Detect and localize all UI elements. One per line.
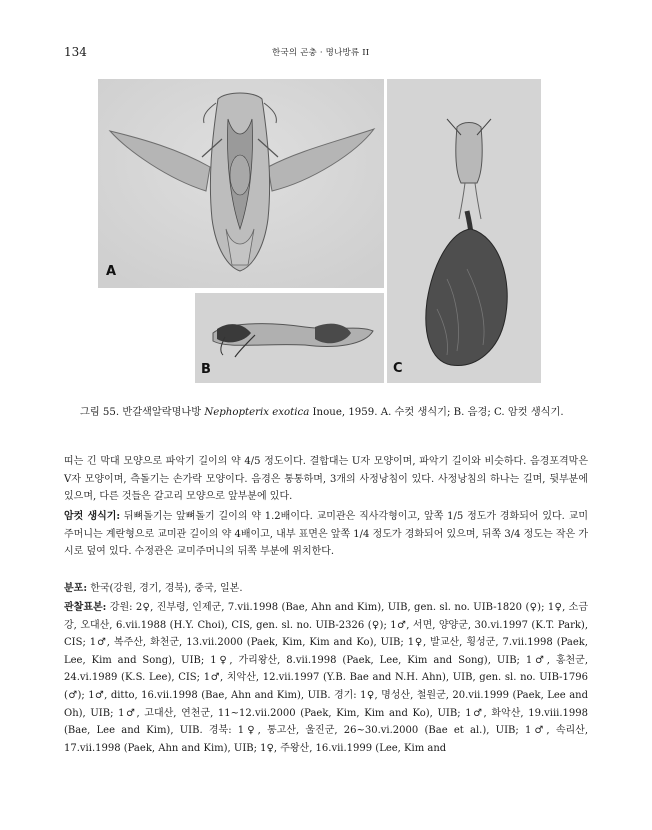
panel-label-c: C [393,361,403,376]
caption-prefix: 그림 55. 반갈색알락명나방 [80,407,205,418]
caption-species-name: Nephopterix exotica [204,407,310,418]
caption-suffix: Inoue, 1959. A. 수컷 생식기; B. 음경; C. 암컷 생식기. [309,407,564,418]
figure-caption [80,403,600,418]
female-genitalia-text: 뒤뼈돌기는 앞뼈돌기 길이의 약 1.2배이다. 교미관은 직사각형이고, 앞쪽 1/5 정도가 경화되어 있다. 교미주머니는 계란형으로 교미관 길이의 약 4배이고, 내부 표면은 앞쪽 1/4 정도가 경화되어 있으며, 뒤쪽 3/4 정도는 작은 가시로 덮여 있다. 수정관은 교미주머니의 뒤쪽 부분에 위치한다. [64,511,588,558]
running-title: 한국의 곤충 · 명나방류 II [272,48,370,58]
paragraph-female-genitalia [64,508,588,561]
aedeagus-image [195,293,384,383]
material-examined-text: 강원: 2♀, 진부령, 인제군, 7.vii.1998 (Bae, Ahn and Kim), UIB, gen. sl. no. UIB-1820 (♀); 1♀, 소금강, 오대산, 6.vii.1988 (H.Y. Choi), CIS, gen. sl. no. UIB-2326 (♀); 1♂, 서면, 양양군, 30.vi.1997 (K.T. Park), CIS; 1♂, 복주산, 화천군, 13.vii.2000 (Paek, Kim, Kim and Ko), UIB; 1♀, 발교산, 횡성군, 7.vii.1998 (Paek, Lee, Kim and Song), UIB; 1♀, 가리왕산, 8.vii.1998 (Paek, Lee, Kim and Song), UIB; 1♂, 홍천군, 24.vi.1989 (K.S. Lee), CIS; 1♂, 치악산, 12.vii.1997 (Y.B. Bae and N.H. Ahn), UIB, gen. sl. no. UIB-1796 (♂); 1♂, ditto, 16.vii.1998 (Bae, Ahn and Kim), UIB. 경기: 1♀, 명성산, 철원군, 20.vii.1999 (Paek, Lee and Oh), UIB; 1♂, 고대산, 연천군, 11~12.vii.2000 (Paek, Kim, Kim and Ko), UIB; 1♂, 화악산, 19.viii.1998 (Bae, Lee and Kim), UIB. 경북: 1♀, 통고산, 울진군, 26~30.vi.2000 (Bae et al.), UIB; 1♂, 속리산, 17.vii.1998 (Paek, Ahn and Kim), UIB; 1♀, 주왕산, 16.vii.1999 (Lee, Kim and [64,602,588,754]
male-genitalia-image [98,79,384,288]
female-genitalia-image [387,79,541,383]
distribution-text: 한국(강원, 경기, 경북), 중국, 일본. [87,583,243,594]
panel-label-b: B [201,362,211,377]
paragraph-distribution [64,580,588,598]
material-examined-label: 관찰표본: [64,602,107,613]
female-genitalia-label: 암컷 생식기: [64,511,121,522]
paragraph-material-examined [64,599,588,757]
panel-label-a: A [106,264,117,279]
figure-panel-c [387,79,541,383]
page-number: 134 [64,45,87,59]
distribution-label: 분포: [64,583,88,594]
figure-panel-a [98,79,384,288]
figure-panel-b [195,293,384,383]
paragraph-male-genitalia: 띠는 긴 막대 모양으로 파악기 길이의 약 4/5 정도이다. 결합대는 U자 모양이며, 파악기 길이와 비슷하다. 음경포격막은 V자 모양이며, 측돌기는 손가락 모양이다. 음경은 통통하며, 3개의 사정낭침이 있다. 사정낭침의 하나는 길며, 뒷부분에 있으며, 다른 것들은 갈고리 모양으로 앞부분에 있다. [64,456,588,503]
